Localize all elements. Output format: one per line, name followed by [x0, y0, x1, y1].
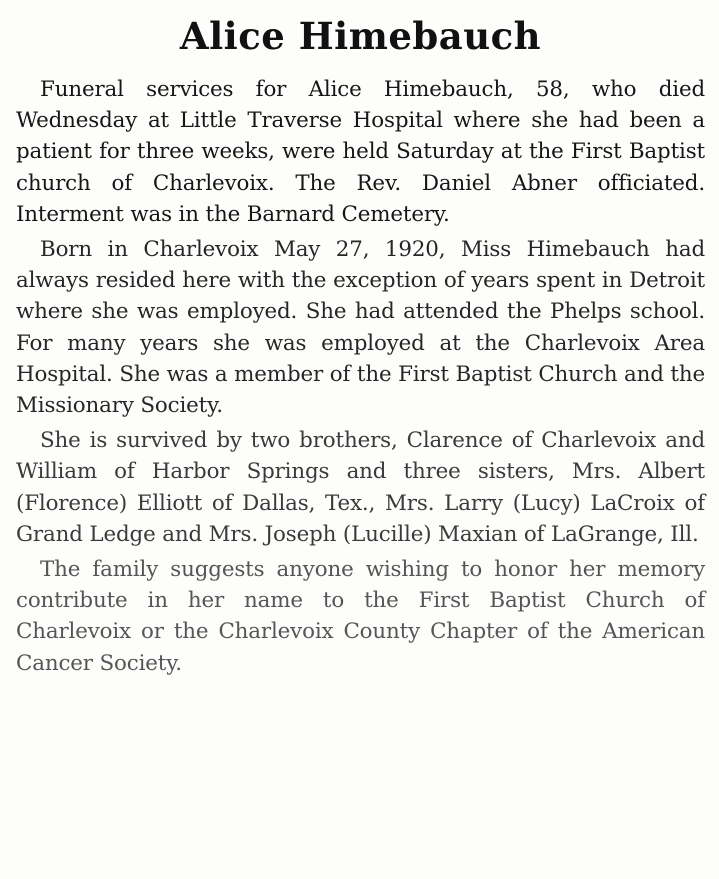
paragraph-biography: Born in Charlevoix May 27, 1920, Miss Himebauch had always resided here with the exception of years spent in Detroit where she was employed. She had attended the Phelps school. For many years she was employed at the Charlevoix Area Hospital. She was a member of the First Baptist Church and the Missionary Society. — [16, 237, 705, 419]
paragraph-survivors: She is survived by two brothers, Clarence of Charlevoix and William of Harbor Springs and three sisters, Mrs. Albert (Florence) Elliott of Dallas, Tex., Mrs. Larry (Lucy) LaCroix of Grand Ledge and Mrs. Joseph (Lucille) Maxian of LaGrange, Ill. — [16, 428, 705, 547]
paragraph-funeral-services: Funeral services for Alice Himebauch, 58, who died Wednesday at Little Traverse Hospital where she had been a patient for three weeks, were held Saturday at the First Baptist church of Charlevoix. The Rev. Daniel Abner officiated. Interment was in the Barnard Cemetery. — [16, 77, 705, 227]
paragraph-memorials: The family suggests anyone wishing to honor her memory contribute in her name to the First Baptist Church of Charlevoix or the Charlevoix County Chapter of the American Cancer Society. — [16, 557, 705, 676]
obituary-headline: Alice Himebauch — [179, 14, 542, 58]
